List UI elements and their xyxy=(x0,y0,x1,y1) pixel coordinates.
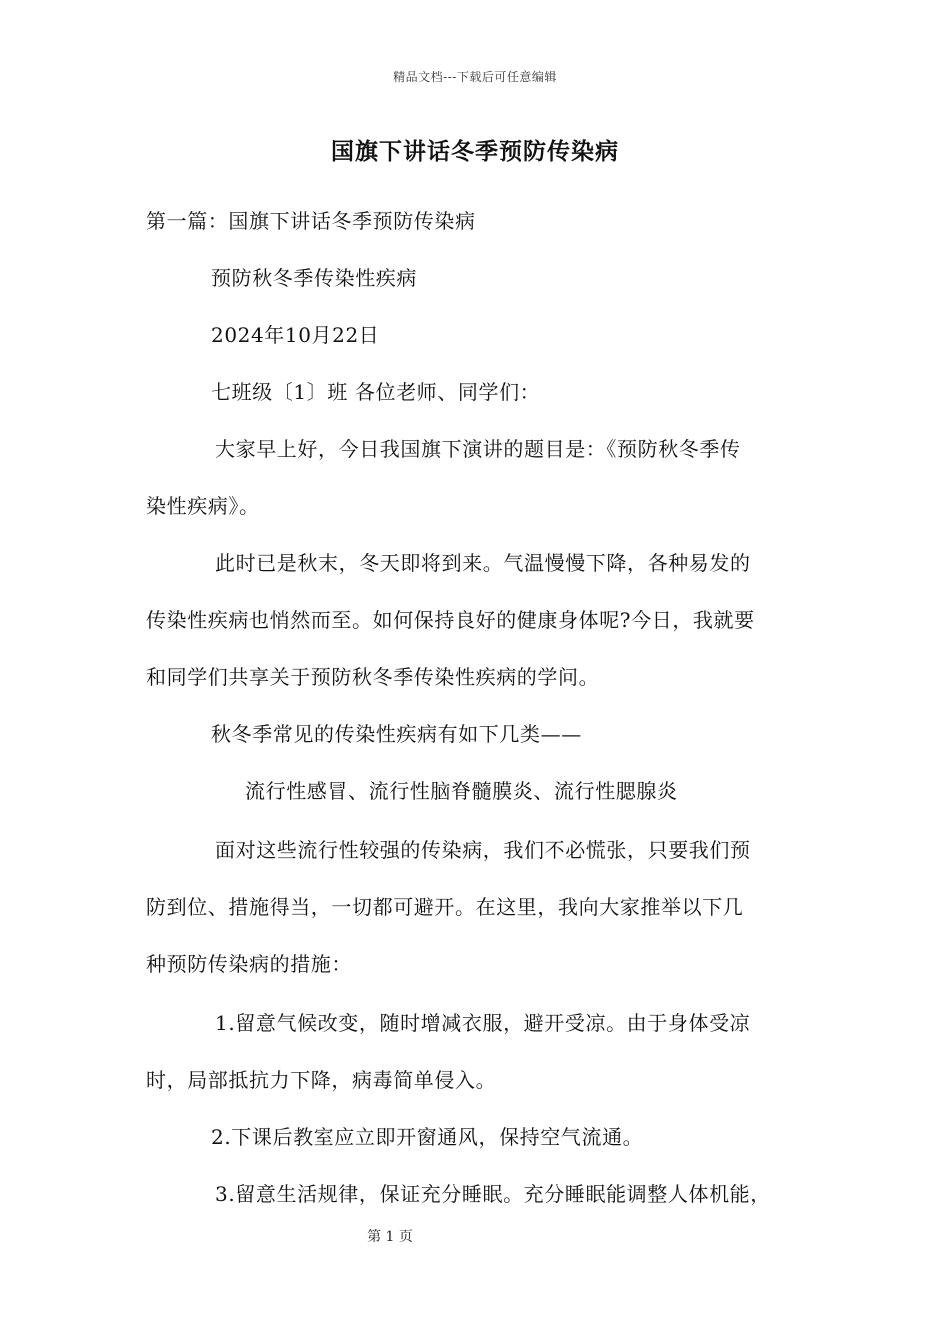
paragraph-line: 时，局部抵抗力下降，病毒简单侵入。 xyxy=(146,1068,497,1092)
list-item-line: 3.留意生活规律，保证充分睡眠。充分睡眠能调整人体机能， xyxy=(215,1182,771,1206)
paragraph-line: 面对这些流行性较强的传染病，我们不必慌张，只要我们预 xyxy=(215,838,751,862)
list-item-line: 1.留意气候改变，随时增减衣服，避开受凉。由于身体受凉 xyxy=(215,1011,751,1035)
paragraph-line: 大家早上好，今日我国旗下演讲的题目是：《预防秋冬季传 xyxy=(215,437,741,461)
paragraph-line: 防到位、措施得当，一切都可避开。在这里，我向大家推举以下几 xyxy=(146,895,744,919)
greeting-line: 七班级〔1〕班 各位老师、同学们： xyxy=(211,380,541,404)
paragraph-line: 和同学们共享关于预防秋冬季传染性疾病的学问。 xyxy=(146,665,600,689)
document-title: 国旗下讲话冬季预防传染病 xyxy=(331,138,619,165)
section-heading: 第一篇：国旗下讲话冬季预防传染病 xyxy=(146,209,476,233)
paragraph-line: 传染性疾病也悄然而至。如何保持良好的健康身体呢?今日，我就要 xyxy=(146,608,755,632)
list-item-line: 2.下课后教室应立即开窗通风，保持空气流通。 xyxy=(211,1125,644,1149)
header-note: 精品文档---下载后可任意编辑 xyxy=(393,70,557,84)
paragraph-line: 秋冬季常见的传染性疾病有如下几类—— xyxy=(211,722,582,746)
paragraph-line: 预防秋冬季传染性疾病 xyxy=(211,266,417,290)
disease-list-line: 流行性感冒、流行性脑脊髓膜炎、流行性腮腺炎 xyxy=(245,779,678,803)
paragraph-line: 染性疾病》。 xyxy=(146,494,260,518)
paragraph-line: 此时已是秋末，冬天即将到来。气温慢慢下降，各种易发的 xyxy=(215,551,751,575)
page-number: 第 1 页 xyxy=(367,1229,413,1245)
paragraph-line: 种预防传染病的措施： xyxy=(146,952,352,976)
date-line: 2024年10月22日 xyxy=(211,323,380,347)
